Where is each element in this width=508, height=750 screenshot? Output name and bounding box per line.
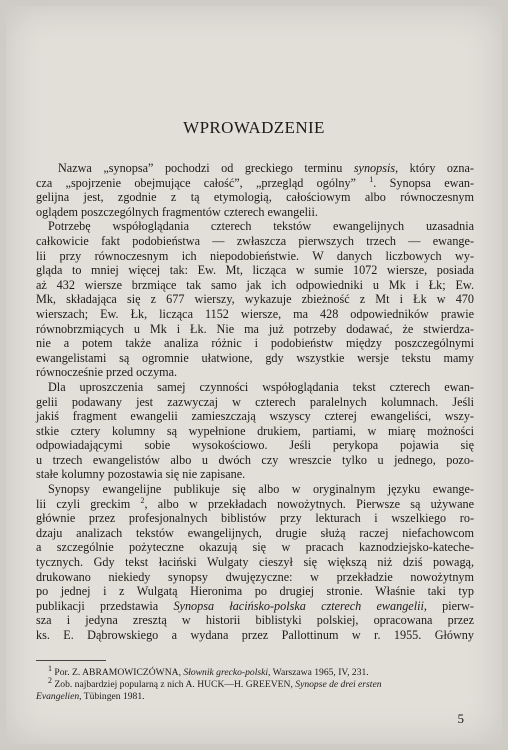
footnote-1: $^1$ Por. Z. ABRAMOWICZÓWNA, Słownik grecko-polski, Warszawa 1965, IV, 231.: [48, 663, 369, 678]
text-line: ks. E. Dąbrowskiego a wydana przez Pallottinum w r. 1955. Główny: [36, 628, 474, 642]
text-line: gląda to mniej więcej tak: Ew. Mt, licząca w sumie 1072 wiersze, posiada: [36, 263, 474, 278]
text-line: równocześnie przed oczyma.: [36, 365, 178, 380]
text-line: jakiś fragment ewangelii zamieszczają wszyscy czterej ewangeliści, wszy-: [36, 409, 474, 424]
footnote-2-continued: Evangelien, Tübingen 1981.: [36, 691, 145, 702]
chapter-title: WPROWADZENIE: [183, 118, 325, 137]
text-line: aż 432 wiersze brzmiące tak samo jak ich odpowiedniki u Mk i Łk; Ew.: [36, 277, 474, 292]
text-line: dzaju analizach tekstów ewangelijnych, drugie służą raczej niefachowcom: [36, 525, 474, 540]
text-line: sza i jedyna zresztą w historii biblistyki polskiej, opracowana przez: [36, 613, 474, 628]
text-line: Potrzebę współoglądania czterech tekstów ewangelijnych uzasadnia: [48, 219, 474, 234]
text-line: nie a potem także analiza różnic i podobieństw między poszczególnymi: [36, 336, 474, 351]
text-line: a szczególnie pożyteczne okazują się w pracach kaznodziejsko-kateche-: [36, 540, 474, 555]
footnote-ref: 2: [140, 495, 145, 505]
text-line: wierszach; Ew. Łk, licząca 1152 wiersze, ma 428 odpowiedników prawie: [36, 306, 474, 321]
text-line: Synopsy ewangelijne publikuje się albo w oryginalnym języku ewange-: [48, 482, 474, 497]
text-line: publikacji przedstawia Synopsa łacińsko-polska czterech ewangelii, pierw-: [36, 598, 474, 613]
text-line: lii czyli greckim $^2$, albo w przekładach nowożytnych. Pierwsze są używane: [36, 495, 474, 511]
body-text: [36, 161, 474, 643]
page-number: 5: [457, 711, 464, 726]
text-line: stałe kolumny pozostawia się nie zapisane.: [36, 467, 246, 482]
text-line: tycznych. Gdy tekst łaciński Wulgaty cieszył się większą niż dziś powagą,: [36, 555, 474, 570]
text-line: stkie cztery kolumny są wypełnione drukiem, partiami, w miarę możności: [36, 423, 474, 438]
text-line: równobrzmiących u Mk i Łk. Nie ma już potrzeby dodawać, że stwierdza-: [36, 321, 474, 336]
text-line: Mk, składająca się z 677 wierszy, wykazuje zbieżność z Mt i Łk w 470: [36, 292, 474, 307]
paragraph-4: [36, 482, 474, 643]
footnote-2: $^2$ Zob. najbardziej popularną z nich A. HUCK—H. GREEVEN, Synopse de drei ersten: [48, 675, 382, 690]
footnote-ref: 1: [369, 174, 374, 184]
paragraph-2: [36, 219, 474, 380]
footnotes: [36, 663, 474, 703]
text-line: gelijna jest, zgodnie z tą etymologią, całościowym albo równoczesnym: [36, 190, 474, 205]
footnote-divider: [36, 660, 106, 661]
text-line: głównie przez profesjonalnych biblistów przy lekturach i wszelkiego ro-: [36, 511, 474, 526]
text-line: ewangelistami są ogromnie ułatwione, gdy wszystkie wersje tekstu mamy: [36, 350, 474, 365]
text-line: całkowicie fakt podobieństwa — zwłaszcza pierwszych trzech — ewange-: [36, 233, 474, 248]
text-line: drukowano niekiedy synopsy dwujęzyczne: w przekładzie nowożytnym: [36, 569, 474, 584]
text-line: u trzech ewangelistów albo u dwóch czy wreszcie tylko u jednego, pozo-: [36, 452, 474, 467]
text-line: lii przy równoczesnym ich niepodobieństwie. W danych liczbowych wy-: [36, 248, 474, 263]
text-line: po jednej i z Wulgatą Hieronima po drugiej stronie. Właśnie taki typ: [36, 584, 474, 599]
paragraph-3: [36, 380, 474, 482]
text-line: odpowiadającymi sobie wysokościowo. Jeśli perykopa pojawia się: [36, 438, 474, 453]
text-line: cza „spojrzenie obejmujące całość”, „przegląd ogólny” $^1$. Synopsa ewan-: [36, 174, 474, 190]
text-line: Nazwa „synopsa” pochodzi od greckiego terminu synopsis, który ozna-: [58, 161, 474, 175]
text-line: Dla uproszczenia samej czynności współoglądania tekst czterech ewan-: [48, 379, 474, 394]
book-page: [6, 6, 502, 744]
paragraph-1: [36, 161, 474, 219]
text-line: oglądem poszczególnych fragmentów czterech ewangelii.: [36, 204, 318, 219]
text-line: gelii podawany jest zazwyczaj w czterech paralelnych kolumnach. Jeśli: [36, 394, 474, 409]
